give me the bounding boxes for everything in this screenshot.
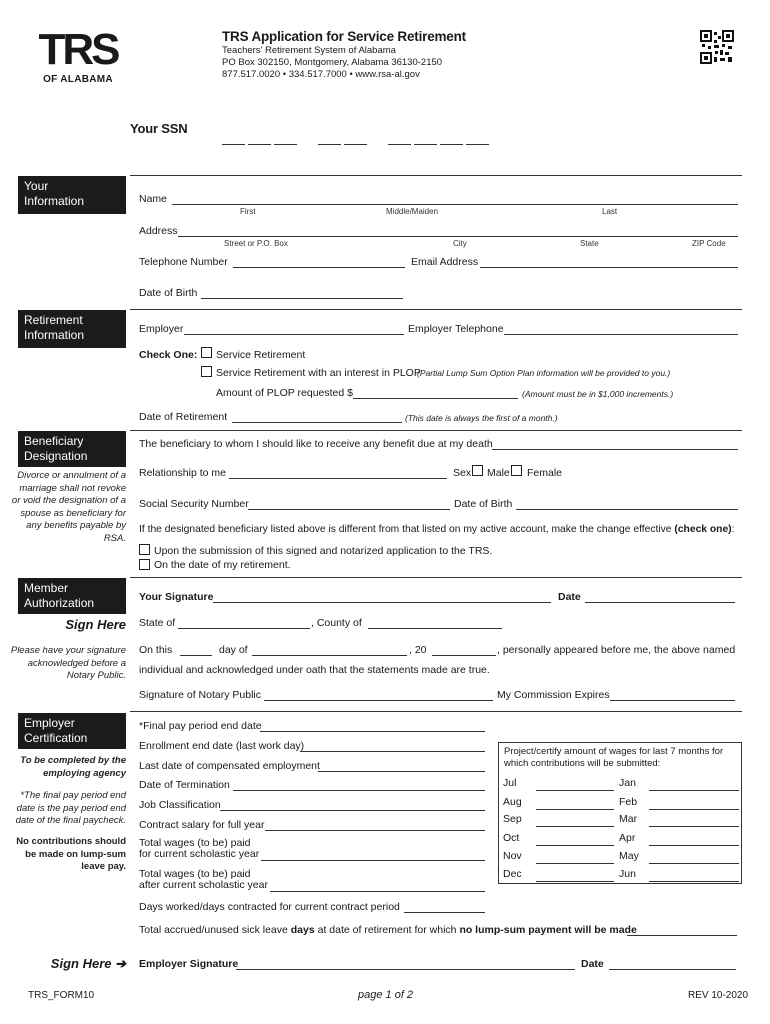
retirement-date-field[interactable] bbox=[232, 422, 402, 423]
employer-side-note-1: To be completed by the employing agency bbox=[20, 755, 126, 779]
service-retirement-label: Service Retirement bbox=[216, 349, 306, 361]
employer-date-label: Date bbox=[581, 958, 604, 970]
check-one-bold: (check one) bbox=[674, 524, 732, 535]
plop-label: Service Retirement with an interest in PLOP bbox=[216, 367, 421, 379]
female-label: Female bbox=[527, 467, 563, 479]
employer-sign-here: Sign Here ➔ bbox=[50, 956, 126, 971]
enrollment-label: Enrollment end date (last work day) bbox=[139, 740, 305, 752]
notary-signature-field[interactable] bbox=[264, 700, 493, 701]
wages-current-line2: for current scholastic year bbox=[139, 848, 260, 860]
last-comp-label: Last date of compensated employment bbox=[139, 760, 320, 772]
relationship-field[interactable] bbox=[229, 478, 447, 479]
month-field-nov[interactable] bbox=[536, 863, 614, 864]
month-label-oct: Oct bbox=[503, 832, 520, 844]
member-sign-here: Sign Here bbox=[65, 617, 126, 632]
county-of-field[interactable] bbox=[368, 628, 502, 629]
employer-phone-field[interactable] bbox=[504, 334, 738, 335]
month-field-aug[interactable] bbox=[536, 809, 614, 810]
month-field-apr[interactable] bbox=[649, 845, 739, 846]
oath-label: individual and acknowledged under oath that the statements made are true. bbox=[139, 664, 490, 676]
on-this-label: On this bbox=[139, 644, 173, 656]
month-label-jun: Jun bbox=[619, 868, 636, 880]
days-worked-label: Days worked/days contracted for current contract period bbox=[139, 901, 400, 913]
telephone-label: Telephone Number bbox=[139, 256, 228, 268]
appeared-label: , personally appeared before me, the above named bbox=[497, 644, 736, 656]
email-field[interactable] bbox=[480, 267, 738, 268]
plop-amount-field[interactable] bbox=[353, 398, 518, 399]
middle-sublabel: Middle/Maiden bbox=[386, 207, 439, 216]
address-field[interactable] bbox=[178, 236, 738, 237]
male-checkbox[interactable] bbox=[472, 465, 483, 476]
wages-current-label bbox=[139, 838, 259, 860]
service-retirement-checkbox[interactable] bbox=[201, 347, 212, 358]
female-checkbox[interactable] bbox=[511, 465, 522, 476]
sick-leave-days: days bbox=[290, 924, 315, 936]
ssn-label: Your SSN bbox=[130, 121, 188, 136]
termination-field[interactable] bbox=[233, 790, 485, 791]
month-label-aug: Aug bbox=[503, 796, 522, 808]
days-worked-field[interactable] bbox=[404, 912, 485, 913]
upon-submission-checkbox[interactable] bbox=[139, 544, 150, 555]
on-retirement-date-label: On the date of my retirement. bbox=[154, 559, 291, 571]
change-colon: : bbox=[731, 524, 735, 535]
beneficiary-dob-field[interactable] bbox=[516, 509, 738, 510]
job-class-label: Job Classification bbox=[139, 799, 221, 811]
notary-side-note: Please have your signature acknowledged before a Notary Public. bbox=[10, 645, 126, 681]
month-label-may: May bbox=[619, 850, 639, 862]
month-field-jan[interactable] bbox=[649, 790, 739, 791]
month-label-sep: Sep bbox=[503, 813, 522, 825]
name-label: Name bbox=[139, 193, 168, 205]
section-member-authorization: Member Authorization bbox=[18, 578, 126, 614]
month-label-mar: Mar bbox=[619, 813, 638, 825]
wages-after-label bbox=[139, 869, 268, 891]
month-label-feb: Feb bbox=[619, 796, 638, 808]
state-of-field[interactable] bbox=[178, 628, 310, 629]
month-label-apr: Apr bbox=[619, 832, 636, 844]
beneficiary-side-note: Divorce or annulment of a marriage shall not revoke or void the designation of a spouse as beneficiary for any benefits payable by RSA. bbox=[11, 470, 126, 544]
telephone-field[interactable] bbox=[233, 267, 405, 268]
wage-box-title: Project/certify amount of wages for last 7 months for which contributions will be submitted: bbox=[504, 746, 724, 769]
city-sublabel: City bbox=[453, 239, 467, 248]
contract-salary-field[interactable] bbox=[265, 830, 485, 831]
male-label: Male bbox=[487, 467, 510, 479]
section-retirement-information: Retirement Information bbox=[18, 310, 126, 348]
employer-side-note-2: *The final pay period end date is the pay period end date of the final paycheck. bbox=[15, 790, 126, 826]
state-sublabel: State bbox=[580, 239, 599, 248]
notary-day-field[interactable] bbox=[180, 655, 212, 656]
month-label-nov: Nov bbox=[503, 850, 522, 862]
month-field-jul[interactable] bbox=[536, 790, 614, 791]
commission-label: My Commission Expires bbox=[497, 689, 610, 701]
header-block bbox=[222, 29, 466, 80]
form-title: TRS Application for Service Retirement bbox=[222, 29, 466, 44]
sick-leave-field[interactable] bbox=[627, 935, 737, 936]
street-sublabel: Street or P.O. Box bbox=[224, 239, 288, 248]
first-sublabel: First bbox=[240, 207, 256, 216]
sick-leave-label bbox=[139, 924, 637, 936]
last-sublabel: Last bbox=[602, 207, 618, 216]
month-label-dec: Dec bbox=[503, 868, 522, 880]
dob-field[interactable] bbox=[201, 298, 403, 299]
member-date-label: Date bbox=[558, 591, 581, 603]
employer-signature-field[interactable] bbox=[236, 969, 575, 970]
section-your-information: Your Information bbox=[18, 176, 126, 214]
month-label-jan: Jan bbox=[619, 777, 636, 789]
state-of-label: State of bbox=[139, 617, 176, 629]
month-label-jul: Jul bbox=[503, 777, 517, 789]
beneficiary-ssn-label: Social Security Number bbox=[139, 498, 249, 510]
county-of-label: , County of bbox=[311, 617, 362, 629]
month-field-jun[interactable] bbox=[649, 881, 739, 882]
plop-amount-label: Amount of PLOP requested $ bbox=[216, 387, 353, 399]
termination-label: Date of Termination bbox=[139, 779, 230, 791]
notary-year-field[interactable] bbox=[432, 655, 496, 656]
member-date-field[interactable] bbox=[585, 602, 735, 603]
wages-current-line1: Total wages (to be) paid bbox=[139, 837, 251, 849]
year-label: , 20 bbox=[409, 644, 427, 656]
page-number: page 1 of 2 bbox=[358, 989, 414, 1001]
job-class-field[interactable] bbox=[220, 810, 485, 811]
employer-label: Employer bbox=[139, 323, 184, 335]
employer-side-note-3: No contributions should be made on lump-sum leave pay. bbox=[16, 836, 126, 872]
last-comp-field[interactable] bbox=[318, 771, 485, 772]
day-of-label: day of bbox=[219, 644, 248, 656]
member-signature-field[interactable] bbox=[213, 602, 551, 603]
org-name: Teachers' Retirement System of Alabama bbox=[222, 45, 396, 56]
month-field-oct[interactable] bbox=[536, 845, 614, 846]
month-field-mar[interactable] bbox=[649, 826, 739, 827]
employer-field[interactable] bbox=[184, 334, 404, 335]
plop-note: (Partial Lump Sum Option Plan information will be provided to you.) bbox=[417, 368, 671, 378]
notary-signature-label: Signature of Notary Public bbox=[139, 689, 261, 701]
trs-logo bbox=[38, 25, 118, 85]
sick-leave-d: no lump-sum payment will be made bbox=[459, 924, 637, 936]
retirement-date-label: Date of Retirement bbox=[139, 411, 228, 423]
employer-date-field[interactable] bbox=[609, 969, 736, 970]
revision: REV 10-2020 bbox=[688, 990, 749, 1001]
dob-label: Date of Birth bbox=[139, 287, 198, 299]
month-field-may[interactable] bbox=[649, 863, 739, 864]
org-contact: 877.517.0020 • 334.517.7000 • www.rsa-al.gov bbox=[222, 69, 420, 80]
address-label: Address bbox=[139, 225, 178, 237]
wages-current-field[interactable] bbox=[261, 860, 485, 861]
check-one-label: Check One: bbox=[139, 349, 198, 361]
wages-after-line1: Total wages (to be) paid bbox=[139, 868, 251, 880]
your-signature-label: Your Signature bbox=[139, 591, 214, 603]
beneficiary-dob-label: Date of Birth bbox=[454, 498, 513, 510]
sick-leave-c: at date of retirement for which bbox=[314, 924, 460, 936]
final-pay-label: *Final pay period end date bbox=[139, 720, 262, 732]
employer-signature-label: Employer Signature bbox=[139, 958, 239, 970]
retirement-date-note: (This date is always the first of a month.) bbox=[405, 413, 558, 423]
beneficiary-line-label: The beneficiary to whom I should like to receive any benefit due at my death bbox=[139, 438, 493, 450]
plop-checkbox[interactable] bbox=[201, 366, 212, 377]
name-field[interactable] bbox=[172, 204, 738, 205]
logo-sub: OF ALABAMA bbox=[43, 74, 113, 85]
enrollment-field[interactable] bbox=[300, 751, 485, 752]
final-pay-field[interactable] bbox=[260, 731, 485, 732]
beneficiary-ssn-field[interactable] bbox=[248, 509, 450, 510]
beneficiary-change-text bbox=[139, 524, 735, 535]
sex-label: Sex bbox=[453, 467, 472, 479]
wages-after-line2: after current scholastic year bbox=[139, 879, 268, 891]
employer-phone-label: Employer Telephone bbox=[408, 323, 504, 335]
month-field-feb[interactable] bbox=[649, 809, 739, 810]
sick-leave-a: Total accrued/unused sick leave bbox=[139, 924, 291, 936]
beneficiary-name-field[interactable] bbox=[492, 449, 738, 450]
notary-month-field[interactable] bbox=[252, 655, 407, 656]
wages-after-field[interactable] bbox=[270, 891, 485, 892]
upon-submission-label: Upon the submission of this signed and notarized application to the TRS. bbox=[154, 545, 493, 557]
form-id: TRS_FORM10 bbox=[28, 990, 95, 1001]
plop-amount-note: (Amount must be in $1,000 increments.) bbox=[522, 389, 674, 399]
month-field-sep[interactable] bbox=[536, 826, 614, 827]
contract-salary-label: Contract salary for full year bbox=[139, 819, 265, 831]
email-label: Email Address bbox=[411, 256, 479, 268]
on-retirement-date-checkbox[interactable] bbox=[139, 559, 150, 570]
zip-sublabel: ZIP Code bbox=[692, 239, 726, 248]
relationship-label: Relationship to me bbox=[139, 467, 226, 479]
commission-field[interactable] bbox=[610, 700, 735, 701]
change-text: If the designated beneficiary listed above is different from that listed on my active account, make the change effective bbox=[139, 524, 672, 535]
month-field-dec[interactable] bbox=[536, 881, 614, 882]
section-beneficiary-designation: Beneficiary Designation bbox=[18, 431, 126, 467]
ssn-input[interactable] bbox=[222, 132, 497, 146]
org-address: PO Box 302150, Montgomery, Alabama 36130-2150 bbox=[222, 57, 443, 68]
logo-main: TRS bbox=[38, 25, 118, 74]
qr-code-icon bbox=[700, 30, 734, 64]
section-employer-certification: Employer Certification bbox=[18, 713, 126, 749]
